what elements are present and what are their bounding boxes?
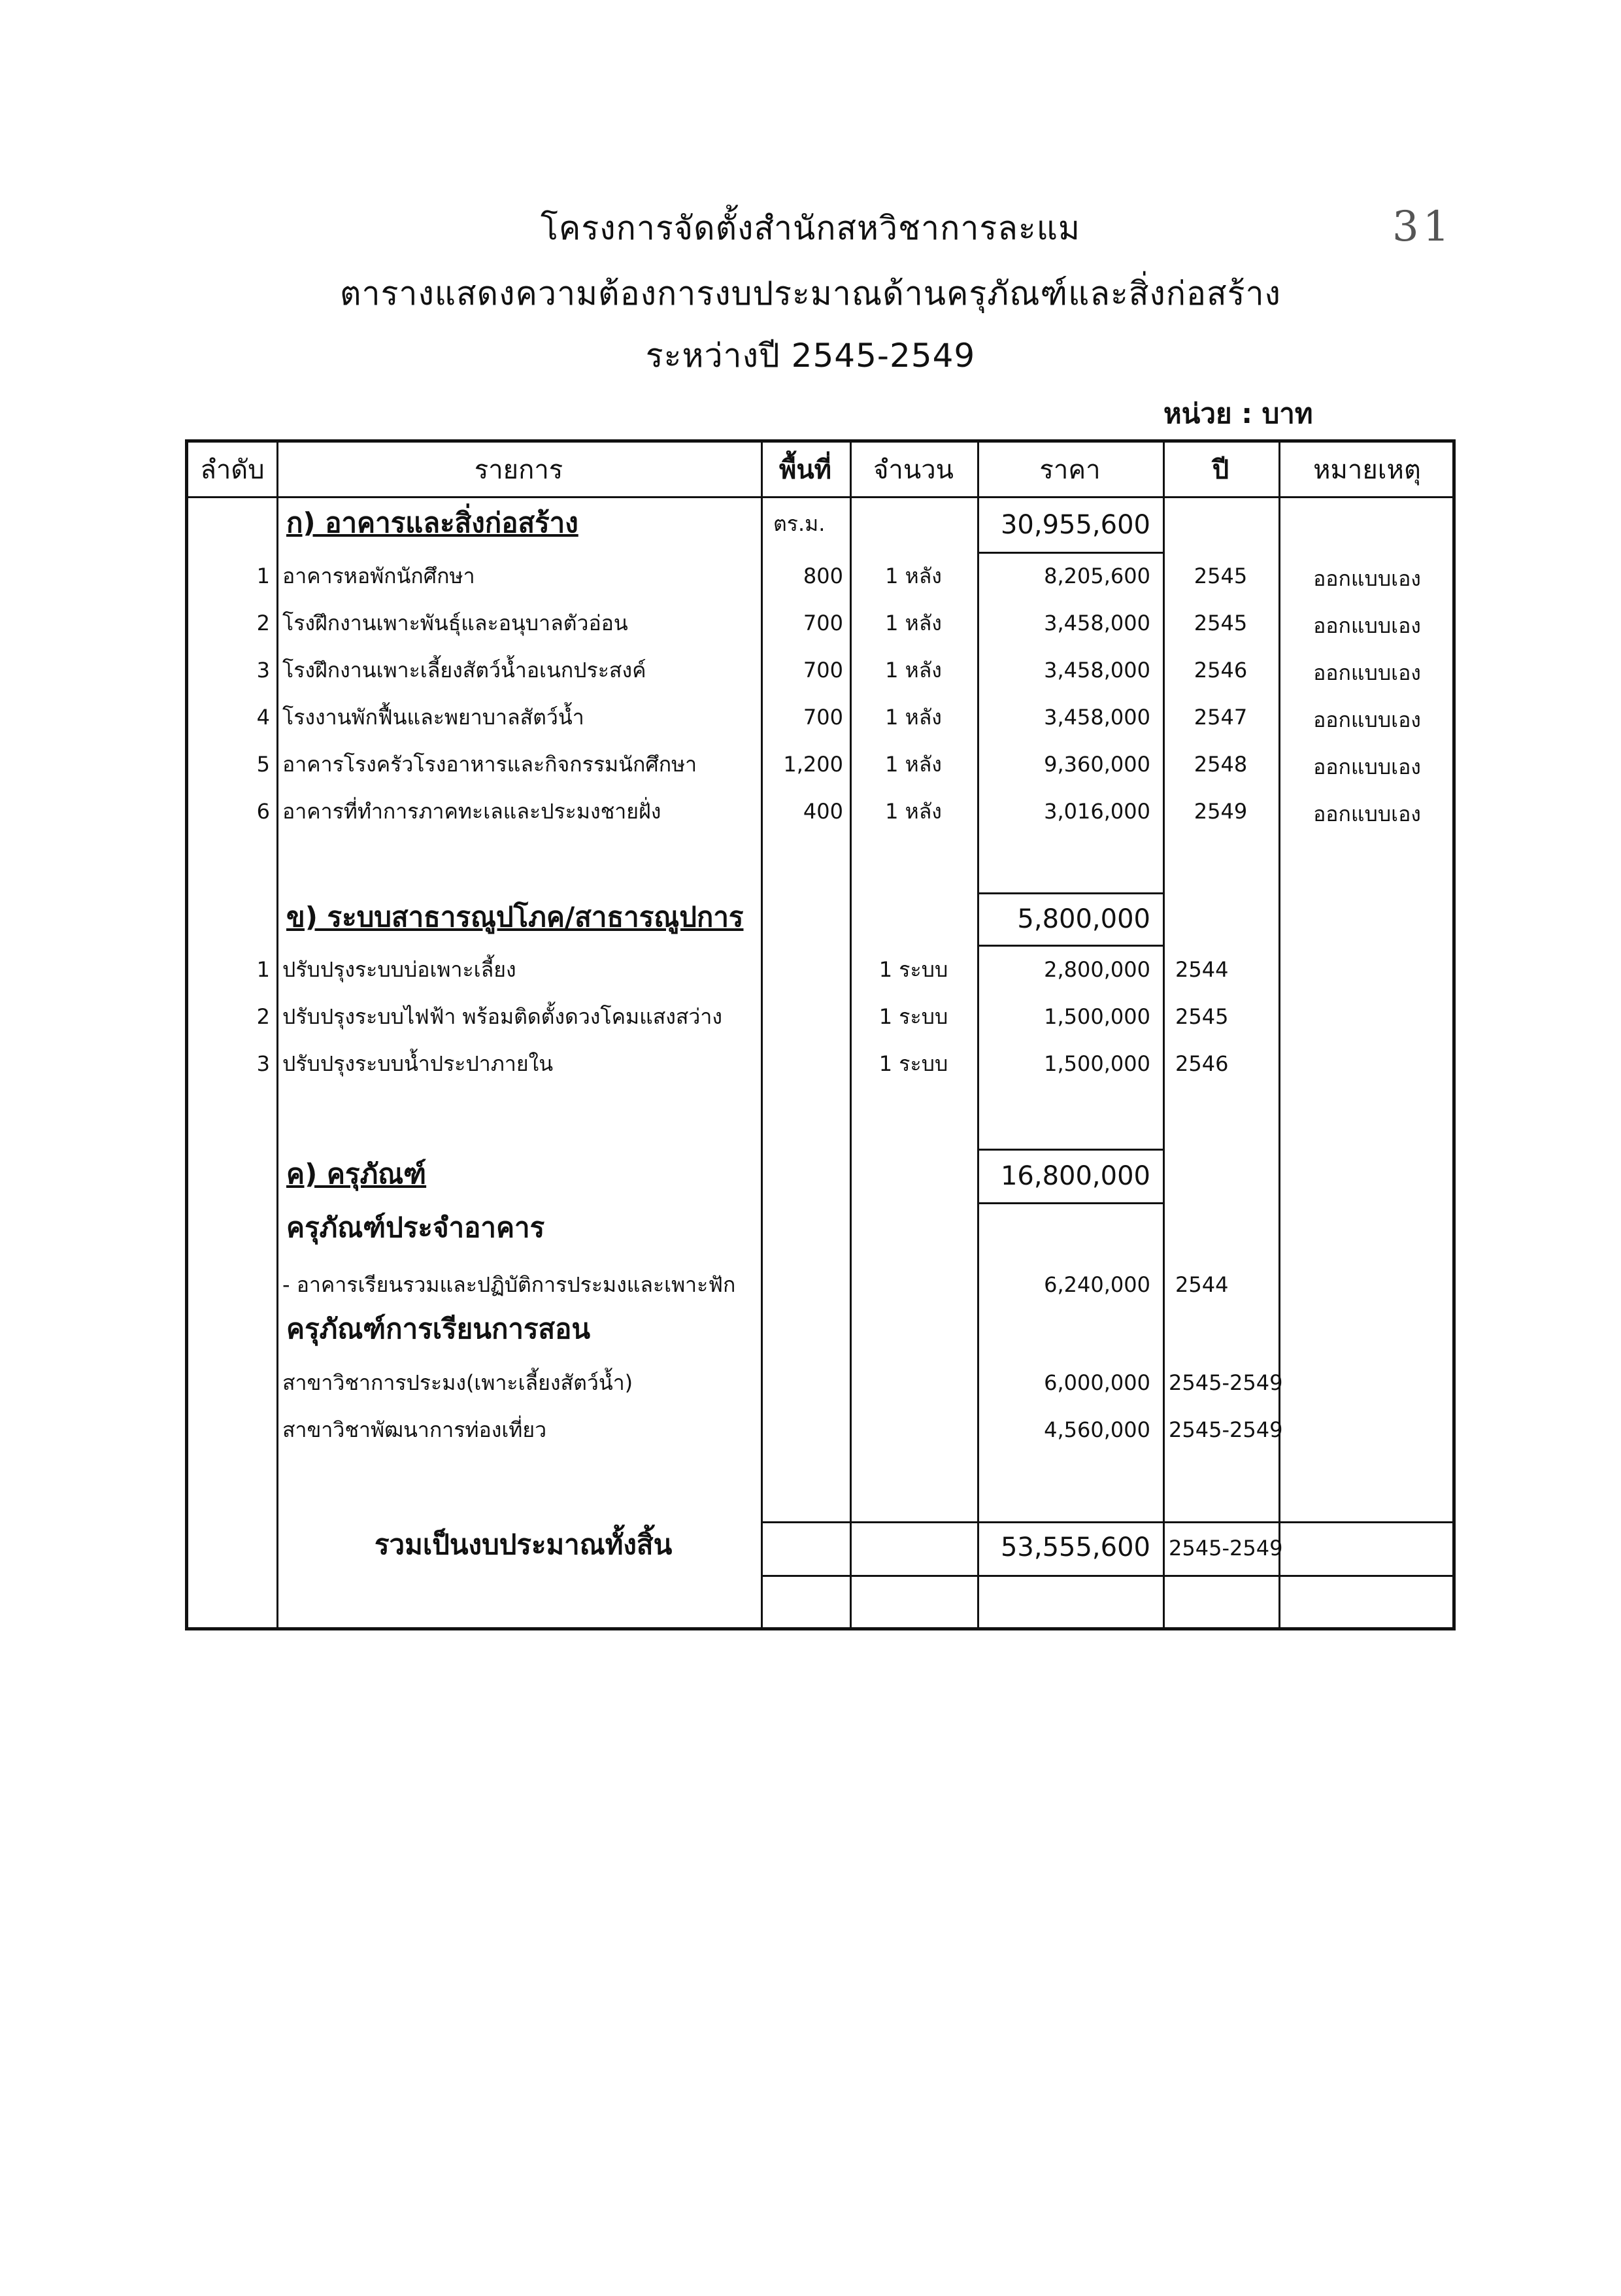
subsection-title: ครุภัณฑ์ประจำอาคาร bbox=[286, 1211, 545, 1243]
row-item: โรงงานพักฟื้นและพยาบาลสัตว์น้ำ bbox=[282, 705, 584, 730]
row-year: 2545-2549 bbox=[1169, 1417, 1283, 1442]
row-qty: 1 ระบบ bbox=[878, 1004, 948, 1029]
total-underline bbox=[977, 1202, 1163, 1204]
col-divider bbox=[276, 443, 278, 1627]
unit-label: หน่วย : บาท bbox=[1163, 397, 1313, 430]
row-item: สาขาวิชาพัฒนาการท่องเที่ยว bbox=[282, 1417, 547, 1442]
row-price: 8,205,600 bbox=[1044, 564, 1150, 588]
row-year: 2547 bbox=[1194, 705, 1248, 730]
grand-total-year: 2545-2549 bbox=[1169, 1536, 1283, 1561]
row-area: 800 bbox=[803, 564, 843, 588]
section-c-total: 16,800,000 bbox=[1000, 1161, 1150, 1191]
row-qty: 1 หลัง bbox=[885, 799, 942, 824]
row-item: โรงฝึกงานเพาะเลี้ยงสัตว์น้ำอเนกประสงค์ bbox=[282, 658, 646, 683]
row-year: 2546 bbox=[1194, 658, 1248, 683]
row-price: 1,500,000 bbox=[1044, 1051, 1150, 1076]
row-note: ออกแบบเอง bbox=[1313, 802, 1421, 826]
row-price: 6,000,000 bbox=[1044, 1370, 1150, 1395]
row-item: สาขาวิชาการประมง(เพาะเลี้ยงสัตว์น้ำ) bbox=[282, 1370, 633, 1395]
header-divider bbox=[188, 496, 1452, 498]
budget-table bbox=[185, 439, 1456, 1630]
row-note: ออกแบบเอง bbox=[1313, 613, 1421, 638]
row-item: - อาคารเรียนรวมและปฏิบัติการประมงและเพาะฟัก bbox=[282, 1272, 736, 1297]
document-period: ระหว่างปี 2545-2549 bbox=[645, 337, 976, 375]
row-no: 1 bbox=[256, 957, 270, 982]
row-no: 2 bbox=[256, 611, 270, 635]
row-area: 700 bbox=[803, 658, 843, 683]
row-year: 2545 bbox=[1194, 564, 1248, 588]
total-underline bbox=[977, 945, 1163, 947]
row-no: 3 bbox=[256, 658, 270, 683]
row-price: 4,560,000 bbox=[1044, 1417, 1150, 1442]
header-item: รายการ bbox=[474, 455, 563, 485]
row-area: 1,200 bbox=[783, 752, 843, 777]
row-qty: 1 หลัง bbox=[885, 611, 942, 635]
row-note: ออกแบบเอง bbox=[1313, 754, 1421, 779]
row-price: 2,800,000 bbox=[1044, 957, 1150, 982]
document-title: โครงการจัดตั้งสำนักสหวิชาการละแม bbox=[541, 209, 1080, 247]
row-note: ออกแบบเอง bbox=[1313, 660, 1421, 685]
row-year: 2548 bbox=[1194, 752, 1248, 777]
row-qty: 1 หลัง bbox=[885, 705, 942, 730]
row-area: 400 bbox=[803, 799, 843, 824]
header-price: ราคา bbox=[1039, 455, 1101, 485]
section-b-total: 5,800,000 bbox=[1017, 904, 1150, 934]
row-no: 3 bbox=[256, 1051, 270, 1076]
grand-total-price: 53,555,600 bbox=[1000, 1532, 1150, 1562]
section-b-title: ข) ระบบสาธารณูปโภค/สาธารณูปการ bbox=[286, 901, 744, 933]
total-underline bbox=[761, 1575, 1452, 1577]
row-price: 3,458,000 bbox=[1044, 705, 1150, 730]
row-qty: 1 หลัง bbox=[885, 564, 942, 588]
row-year: 2545 bbox=[1175, 1004, 1229, 1029]
row-area: 700 bbox=[803, 705, 843, 730]
row-qty: 1 ระบบ bbox=[878, 957, 948, 982]
total-overline bbox=[761, 1521, 1452, 1523]
page-number: 31 bbox=[1392, 203, 1454, 251]
row-no: 1 bbox=[256, 564, 270, 588]
row-price: 6,240,000 bbox=[1044, 1272, 1150, 1297]
row-year: 2544 bbox=[1175, 1272, 1229, 1297]
grand-total-label: รวมเป็นงบประมาณทั้งสิ้น bbox=[375, 1528, 673, 1561]
section-a-total: 30,955,600 bbox=[1000, 510, 1150, 540]
row-year: 2546 bbox=[1175, 1051, 1229, 1076]
row-price: 1,500,000 bbox=[1044, 1004, 1150, 1029]
row-note: ออกแบบเอง bbox=[1313, 707, 1421, 732]
header-year: ปี bbox=[1212, 455, 1229, 485]
row-item: ปรับปรุงระบบไฟฟ้า พร้อมติดตั้งดวงโคมแสงสว่าง bbox=[282, 1004, 722, 1029]
row-price: 3,458,000 bbox=[1044, 658, 1150, 683]
total-overline bbox=[977, 892, 1163, 894]
section-c-title: ค) ครุภัณฑ์ bbox=[286, 1158, 427, 1190]
row-no: 2 bbox=[256, 1004, 270, 1029]
row-year: 2545-2549 bbox=[1169, 1370, 1283, 1395]
row-price: 9,360,000 bbox=[1044, 752, 1150, 777]
header-no: ลำดับ bbox=[200, 455, 265, 485]
row-year: 2549 bbox=[1194, 799, 1248, 824]
row-qty: 1 หลัง bbox=[885, 752, 942, 777]
row-year: 2545 bbox=[1194, 611, 1248, 635]
row-item: อาคารที่ทำการภาคทะเลและประมงชายฝั่ง bbox=[282, 799, 661, 824]
row-item: โรงฝึกงานเพาะพันธุ์และอนุบาลตัวอ่อน bbox=[282, 611, 628, 635]
row-year: 2544 bbox=[1175, 957, 1229, 982]
subsection-title: ครุภัณฑ์การเรียนการสอน bbox=[286, 1313, 591, 1345]
header-note: หมายเหตุ bbox=[1313, 455, 1421, 485]
row-price: 3,458,000 bbox=[1044, 611, 1150, 635]
row-item: อาคารโรงครัวโรงอาหารและกิจกรรมนักศึกษา bbox=[282, 752, 697, 777]
row-qty: 1 ระบบ bbox=[878, 1051, 948, 1076]
row-item: อาคารหอพักนักศึกษา bbox=[282, 564, 475, 588]
row-area: 700 bbox=[803, 611, 843, 635]
row-note: ออกแบบเอง bbox=[1313, 566, 1421, 591]
total-overline bbox=[977, 1149, 1163, 1151]
total-underline bbox=[977, 552, 1163, 554]
row-price: 3,016,000 bbox=[1044, 799, 1150, 824]
row-item: ปรับปรุงระบบบ่อเพาะเลี้ยง bbox=[282, 957, 516, 982]
header-qty: จำนวน bbox=[873, 455, 954, 485]
row-no: 4 bbox=[256, 705, 270, 730]
document-subtitle: ตารางแสดงความต้องการงบประมาณด้านครุภัณฑ์และสิ่งก่อสร้าง bbox=[340, 275, 1281, 312]
header-area: พื้นที่ bbox=[778, 455, 832, 485]
row-no: 5 bbox=[256, 752, 270, 777]
row-item: ปรับปรุงระบบน้ำประปาภายใน bbox=[282, 1051, 554, 1076]
section-a-title: ก) อาคารและสิ่งก่อสร้าง bbox=[286, 507, 578, 539]
row-no: 6 bbox=[256, 799, 270, 824]
area-unit: ตร.ม. bbox=[773, 511, 826, 536]
row-qty: 1 หลัง bbox=[885, 658, 942, 683]
